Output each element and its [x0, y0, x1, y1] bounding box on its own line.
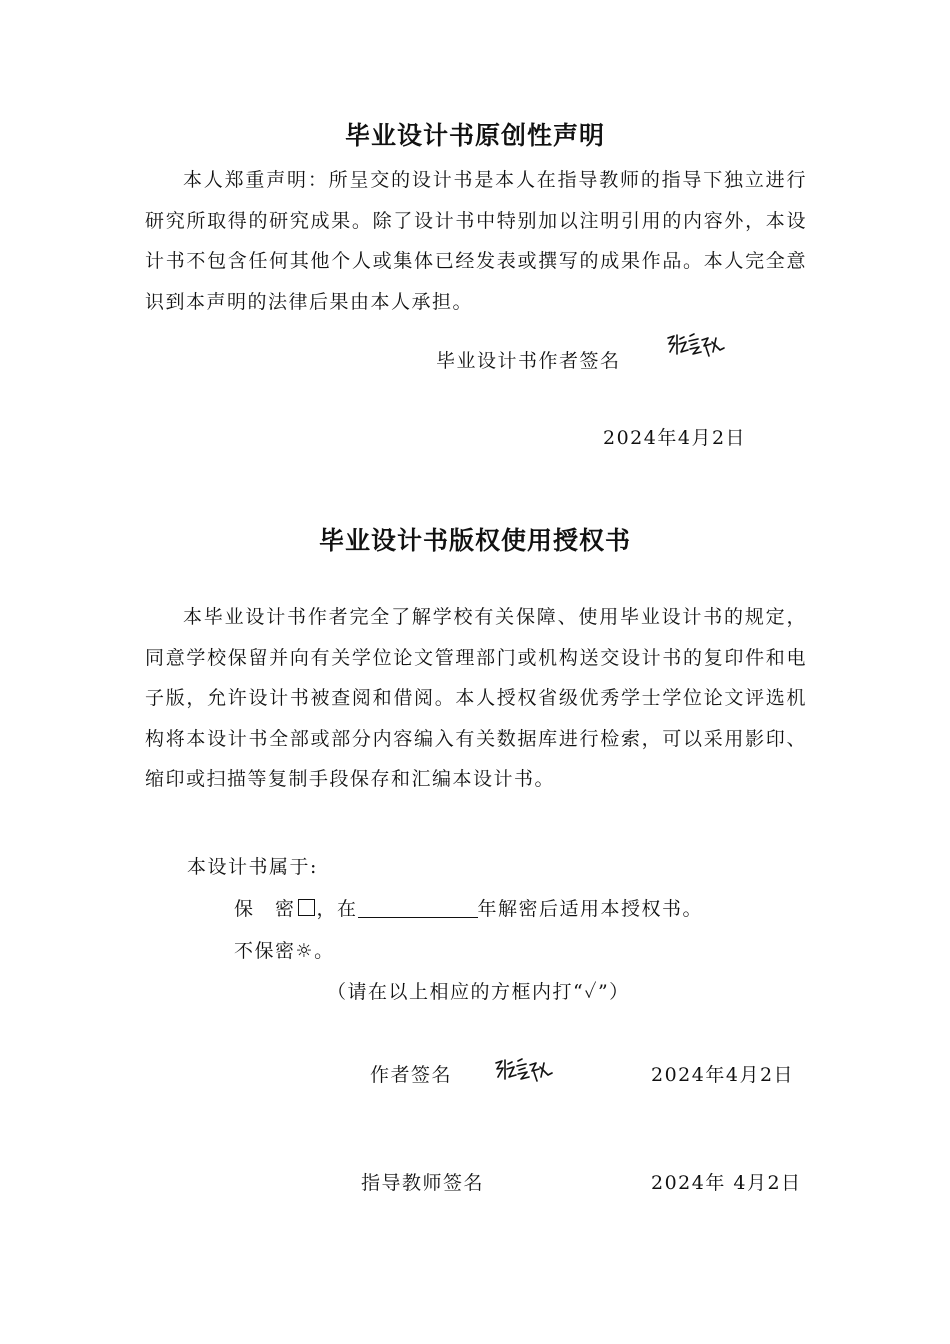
secret-option: [234, 896, 703, 922]
declaration-date: 2024年4月2日: [603, 427, 747, 449]
secret-suffix: 年解密后适用本授权书。: [477, 898, 704, 920]
authorization-body: 本毕业设计书作者完全了解学校有关保障、使用毕业设计书的规定，同意学校保留并向有关学位论文管理部门或机构送交设计书的复印件和电子版，允许设计书被查阅和借阅。本人授权省级优秀学士学位论文评选机构将本设计书全部或部分内容编入有关数据库进行检索，可以采用影印、缩印或扫描等复制手段保存和汇编本设计书。: [145, 606, 807, 790]
secret-label: 保 密: [234, 898, 296, 920]
declaration-signature-label: 毕业设计书作者签名: [436, 350, 621, 372]
secret-checkbox[interactable]: [298, 899, 315, 916]
checkbox-instruction: （请在以上相应的方框内打“✓”）: [327, 981, 630, 1003]
belongs-label: 本设计书属于:: [187, 856, 318, 878]
not-secret-mark-icon[interactable]: ☼: [295, 940, 315, 962]
not-secret-suffix: 。: [314, 940, 335, 962]
author-signature-image-2: [492, 1055, 554, 1085]
secret-mid-text: ，在: [316, 898, 358, 920]
advisor-sign-date: 2024年 4月2日: [651, 1172, 802, 1194]
authorization-title: 毕业设计书版权使用授权书: [318, 526, 631, 555]
author-sign-label: 作者签名: [370, 1064, 453, 1086]
advisor-sign-label: 指导教师签名: [361, 1172, 485, 1194]
declaration-title: 毕业设计书原创性声明: [344, 121, 605, 150]
author-signature-image: [664, 330, 726, 360]
not-secret-option: [234, 938, 335, 964]
not-secret-label: 不保密: [234, 940, 296, 962]
secret-year-blank[interactable]: [358, 897, 478, 918]
declaration-body: 本人郑重声明：所呈交的设计书是本人在指导教师的指导下独立进行研究所取得的研究成果。除了设计书中特别加以注明引用的内容外，本设计书不包含任何其他个人或集体已经发表或撰写的成果作品。本人完全意识到本声明的法律后果由本人承担。: [145, 169, 807, 313]
author-sign-date: 2024年4月2日: [651, 1064, 795, 1086]
